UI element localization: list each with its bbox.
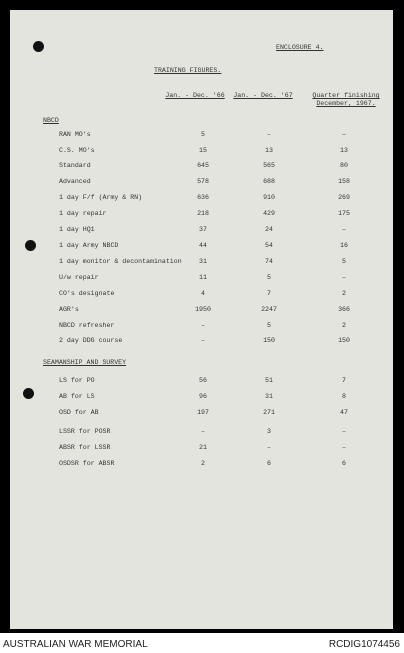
row-value: 6 [267, 460, 271, 467]
row-value: 150 [338, 337, 350, 344]
row-value: 15 [199, 147, 207, 154]
row-label: LSSR for POSR [59, 428, 111, 435]
row-value: 2 [201, 460, 205, 467]
row-value: 80 [340, 162, 348, 169]
row-value: 96 [199, 393, 207, 400]
row-value: 47 [340, 409, 348, 416]
row-value: – [267, 131, 271, 138]
row-value: 11 [199, 274, 207, 281]
row-value: – [342, 226, 346, 233]
row-value: – [201, 322, 205, 329]
row-label: 2 day DDG course [59, 337, 123, 344]
row-label: Standard [59, 162, 91, 169]
enclosure-label: ENCLOSURE 4. [276, 44, 324, 51]
row-value: 366 [338, 306, 350, 313]
row-value: 5 [267, 274, 271, 281]
punch-hole [25, 240, 36, 251]
row-value: – [342, 131, 346, 138]
row-label: 1 day monitor & decontamination [59, 258, 182, 265]
row-value: 2 [342, 290, 346, 297]
row-value: 5 [342, 258, 346, 265]
row-label: ABSR for LSSR [59, 444, 111, 451]
row-value: 74 [265, 258, 273, 265]
column-header-1966: Jan. - Dec. '66 [165, 92, 225, 99]
row-value: 271 [263, 409, 275, 416]
punch-hole [23, 388, 34, 399]
row-label: Advanced [59, 178, 91, 185]
row-value: 158 [338, 178, 350, 185]
document-page [10, 10, 393, 629]
row-value: 4 [201, 290, 205, 297]
row-label: AGR's [59, 306, 79, 313]
row-value: 565 [263, 162, 275, 169]
row-value: – [342, 444, 346, 451]
row-value: 197 [197, 409, 209, 416]
row-value: 5 [267, 322, 271, 329]
row-value: – [267, 444, 271, 451]
column-header-quarter-line1: Quarter finishing [312, 92, 380, 99]
row-label: CO's designate [59, 290, 115, 297]
row-value: – [342, 274, 346, 281]
row-label: NBCD refresher [59, 322, 115, 329]
row-value: – [342, 428, 346, 435]
row-value: 8 [342, 393, 346, 400]
row-value: 2 [342, 322, 346, 329]
row-value: 150 [263, 337, 275, 344]
row-value: 51 [265, 377, 273, 384]
row-value: 688 [263, 178, 275, 185]
row-value: 3 [267, 428, 271, 435]
footer-source: AUSTRALIAN WAR MEMORIAL [3, 639, 148, 650]
row-value: 645 [197, 162, 209, 169]
punch-hole [33, 41, 44, 52]
row-value: 5 [201, 131, 205, 138]
section-heading: NBCD [43, 117, 59, 124]
row-value: 910 [263, 194, 275, 201]
row-label: LS for PO [59, 377, 95, 384]
row-label: 1 day Army NBCD [59, 242, 119, 249]
row-value: – [201, 337, 205, 344]
row-label: C.S. MO's [59, 147, 95, 154]
column-header-quarter-line2: December, 1967. [316, 100, 376, 107]
row-value: 54 [265, 242, 273, 249]
row-label: U/w repair [59, 274, 99, 281]
row-value: 175 [338, 210, 350, 217]
row-value: 269 [338, 194, 350, 201]
row-label: OSDSR for ABSR [59, 460, 115, 467]
row-label: 1 day F/f (Army & RN) [59, 194, 143, 201]
row-value: 16 [340, 242, 348, 249]
row-value: 56 [199, 377, 207, 384]
row-label: 1 day HQ1 [59, 226, 95, 233]
row-value: 13 [340, 147, 348, 154]
row-label: AB for LS [59, 393, 95, 400]
row-value: 2247 [261, 306, 277, 313]
row-value: 44 [199, 242, 207, 249]
row-value: 7 [267, 290, 271, 297]
row-value: 31 [265, 393, 273, 400]
row-value: 21 [199, 444, 207, 451]
row-value: 24 [265, 226, 273, 233]
row-value: 6 [342, 460, 346, 467]
column-header-1967: Jan. - Dec. '67 [233, 92, 293, 99]
row-value: 37 [199, 226, 207, 233]
row-label: RAN MO's [59, 131, 91, 138]
row-value: 31 [199, 258, 207, 265]
section-heading: SEAMANSHIP AND SURVEY [43, 359, 127, 366]
row-value: 1950 [195, 306, 211, 313]
row-value: 636 [197, 194, 209, 201]
row-value: 218 [197, 210, 209, 217]
row-value: 578 [197, 178, 209, 185]
footer-id: RCDIG1074456 [328, 639, 400, 650]
row-value: 429 [263, 210, 275, 217]
row-value: 7 [342, 377, 346, 384]
row-label: OSD for AB [59, 409, 99, 416]
row-value: – [201, 428, 205, 435]
document-title: TRAINING FIGURES. [154, 67, 222, 74]
row-value: 13 [265, 147, 273, 154]
footer-bar [0, 633, 404, 653]
row-label: 1 day repair [59, 210, 107, 217]
